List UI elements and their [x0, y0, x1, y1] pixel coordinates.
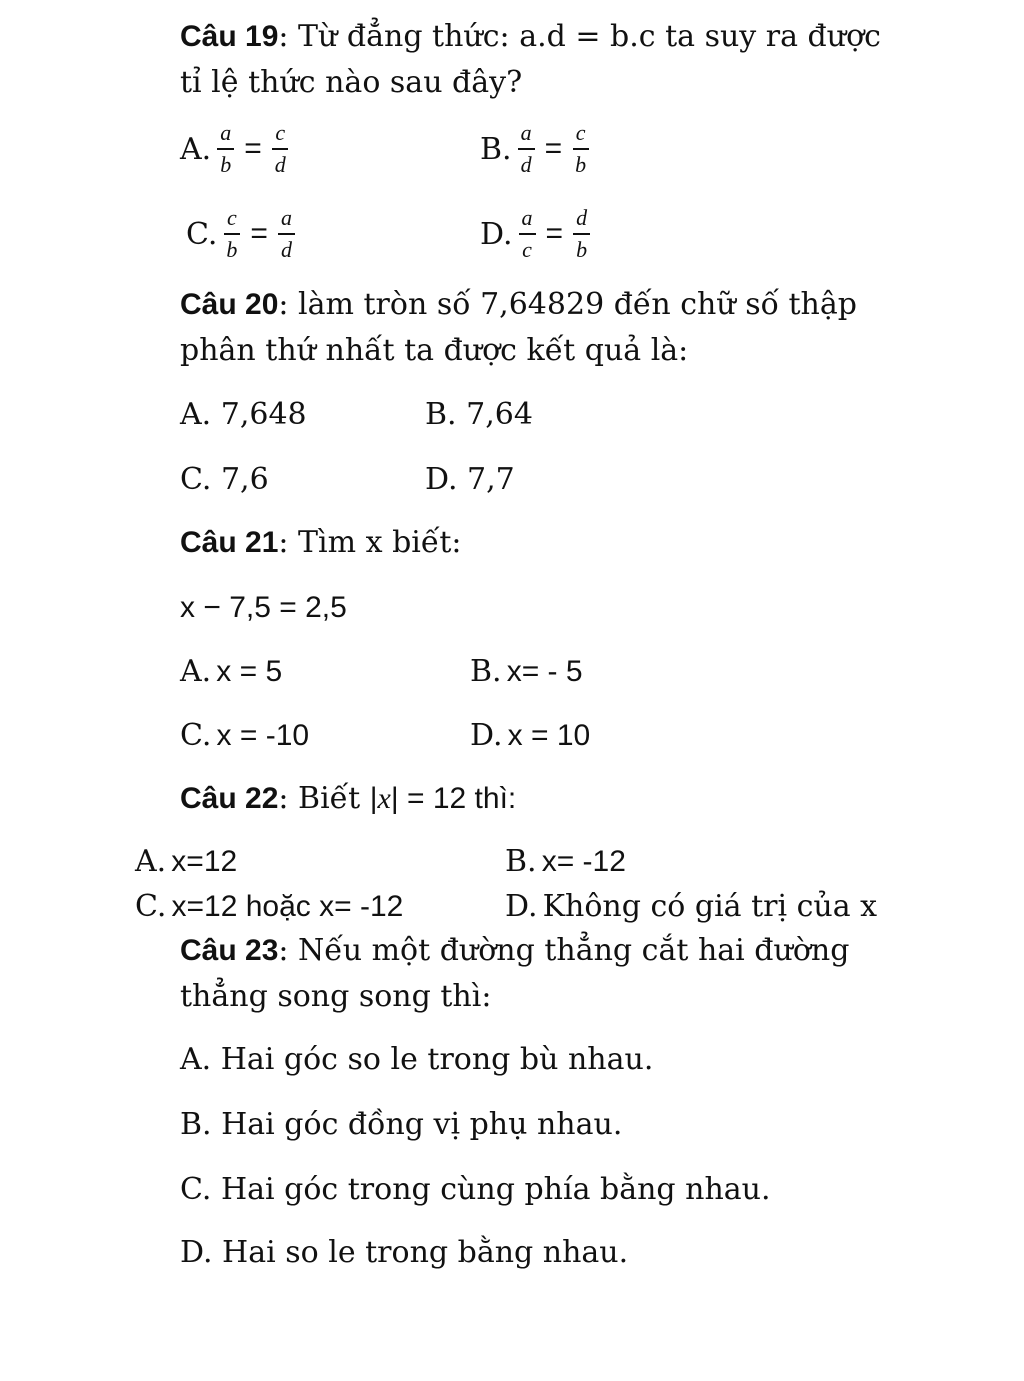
q23-option-d[interactable]: D. Hai so le trong bằng nhau.: [180, 1235, 629, 1270]
option-value: x=12 hoặc x= -12: [171, 890, 404, 923]
option-letter: B.: [470, 654, 502, 689]
abs-bar-close: |: [390, 782, 399, 815]
question-19-line1: [180, 14, 881, 60]
option-value: x = 5: [216, 655, 283, 688]
q22-option-c[interactable]: [135, 887, 403, 927]
q21-option-d[interactable]: [470, 716, 590, 756]
q21-option-c[interactable]: [180, 716, 309, 756]
question-23-line1: [180, 928, 849, 974]
question-19-line2: tỉ lệ thức nào sau đây?: [180, 65, 523, 100]
q20-option-d[interactable]: D. 7,7: [425, 462, 515, 497]
option-value: x = -10: [216, 719, 310, 752]
option-letter: D.: [505, 889, 538, 924]
q19-option-c[interactable]: C. $\frac{c}{b}$ = $\frac{a}{d}$: [186, 205, 301, 263]
fraction-left: $\frac{a}{b}$: [217, 120, 234, 178]
question-20-text: : làm tròn số 7,64829 đến chữ số thập: [278, 287, 857, 322]
question-22-text-before: : Biết: [278, 781, 370, 816]
option-letter: B.: [480, 131, 512, 167]
question-21-text: : Tìm x biết:: [278, 525, 462, 560]
fraction-left: $\frac{a}{d}$: [518, 120, 535, 178]
q21-option-b[interactable]: [470, 652, 583, 692]
fraction-left: $\frac{a}{c}$: [519, 205, 536, 263]
option-letter: A.: [135, 844, 167, 879]
q19-option-d[interactable]: D. $\frac{a}{c}$ = $\frac{d}{b}$: [480, 205, 596, 263]
q22-option-d[interactable]: [505, 887, 877, 927]
question-20-line2: phân thứ nhất ta được kết quả là:: [180, 333, 689, 368]
q20-option-a[interactable]: A. 7,648: [180, 397, 307, 432]
question-23-line2: thẳng song song thì:: [180, 979, 492, 1014]
option-value: Không có giá trị của x: [542, 889, 878, 924]
fraction-right: $\frac{c}{d}$: [272, 120, 289, 178]
q22-option-b[interactable]: [505, 842, 626, 882]
option-letter: C.: [186, 216, 218, 252]
q20-option-b[interactable]: B. 7,64: [425, 397, 533, 432]
q19-option-b[interactable]: B. $\frac{a}{d}$ = $\frac{c}{b}$: [480, 120, 595, 178]
question-19-text: : Từ đẳng thức: a.d = b.c ta suy ra được: [278, 19, 881, 54]
question-22-text-after: = 12 thì:: [398, 782, 517, 815]
q20-option-c[interactable]: C. 7,6: [180, 462, 269, 497]
question-21-line: [180, 520, 462, 566]
option-letter: C.: [135, 889, 167, 924]
q19-option-a[interactable]: A. $\frac{a}{b}$ = $\frac{c}{d}$: [180, 120, 295, 178]
fraction-left: $\frac{c}{b}$: [223, 205, 240, 263]
option-letter: C.: [180, 718, 212, 753]
abs-variable: x: [377, 782, 391, 815]
q21-option-a[interactable]: [180, 652, 282, 692]
question-20-label: Câu 20: [180, 288, 279, 321]
option-value: x= - 5: [506, 655, 583, 688]
q23-option-c[interactable]: C. Hai góc trong cùng phía bằng nhau.: [180, 1172, 771, 1207]
option-letter: A.: [180, 654, 212, 689]
question-20-line1: [180, 282, 857, 328]
abs-bar-open: |: [369, 782, 378, 815]
question-23-label: Câu 23: [180, 934, 279, 967]
question-22-line: [180, 776, 516, 822]
fraction-right: $\frac{a}{d}$: [278, 205, 295, 263]
question-19-label: Câu 19: [180, 20, 279, 53]
fraction-right: $\frac{c}{b}$: [572, 120, 589, 178]
q23-option-a[interactable]: A. Hai góc so le trong bù nhau.: [180, 1042, 654, 1077]
q22-option-a[interactable]: [135, 842, 237, 882]
question-21-equation: x − 7,5 = 2,5: [180, 591, 347, 624]
option-value: x=12: [171, 845, 238, 878]
question-21-label: Câu 21: [180, 526, 279, 559]
option-value: x= -12: [541, 845, 626, 878]
question-23-text: : Nếu một đường thẳng cắt hai đường: [278, 933, 850, 968]
option-letter: A.: [180, 131, 212, 167]
question-22-label: Câu 22: [180, 782, 279, 815]
q23-option-b[interactable]: B. Hai góc đồng vị phụ nhau.: [180, 1107, 623, 1142]
option-letter: D.: [480, 216, 513, 252]
fraction-right: $\frac{d}{b}$: [573, 205, 590, 263]
option-letter: D.: [470, 718, 503, 753]
option-letter: B.: [505, 844, 537, 879]
option-value: x = 10: [507, 719, 591, 752]
